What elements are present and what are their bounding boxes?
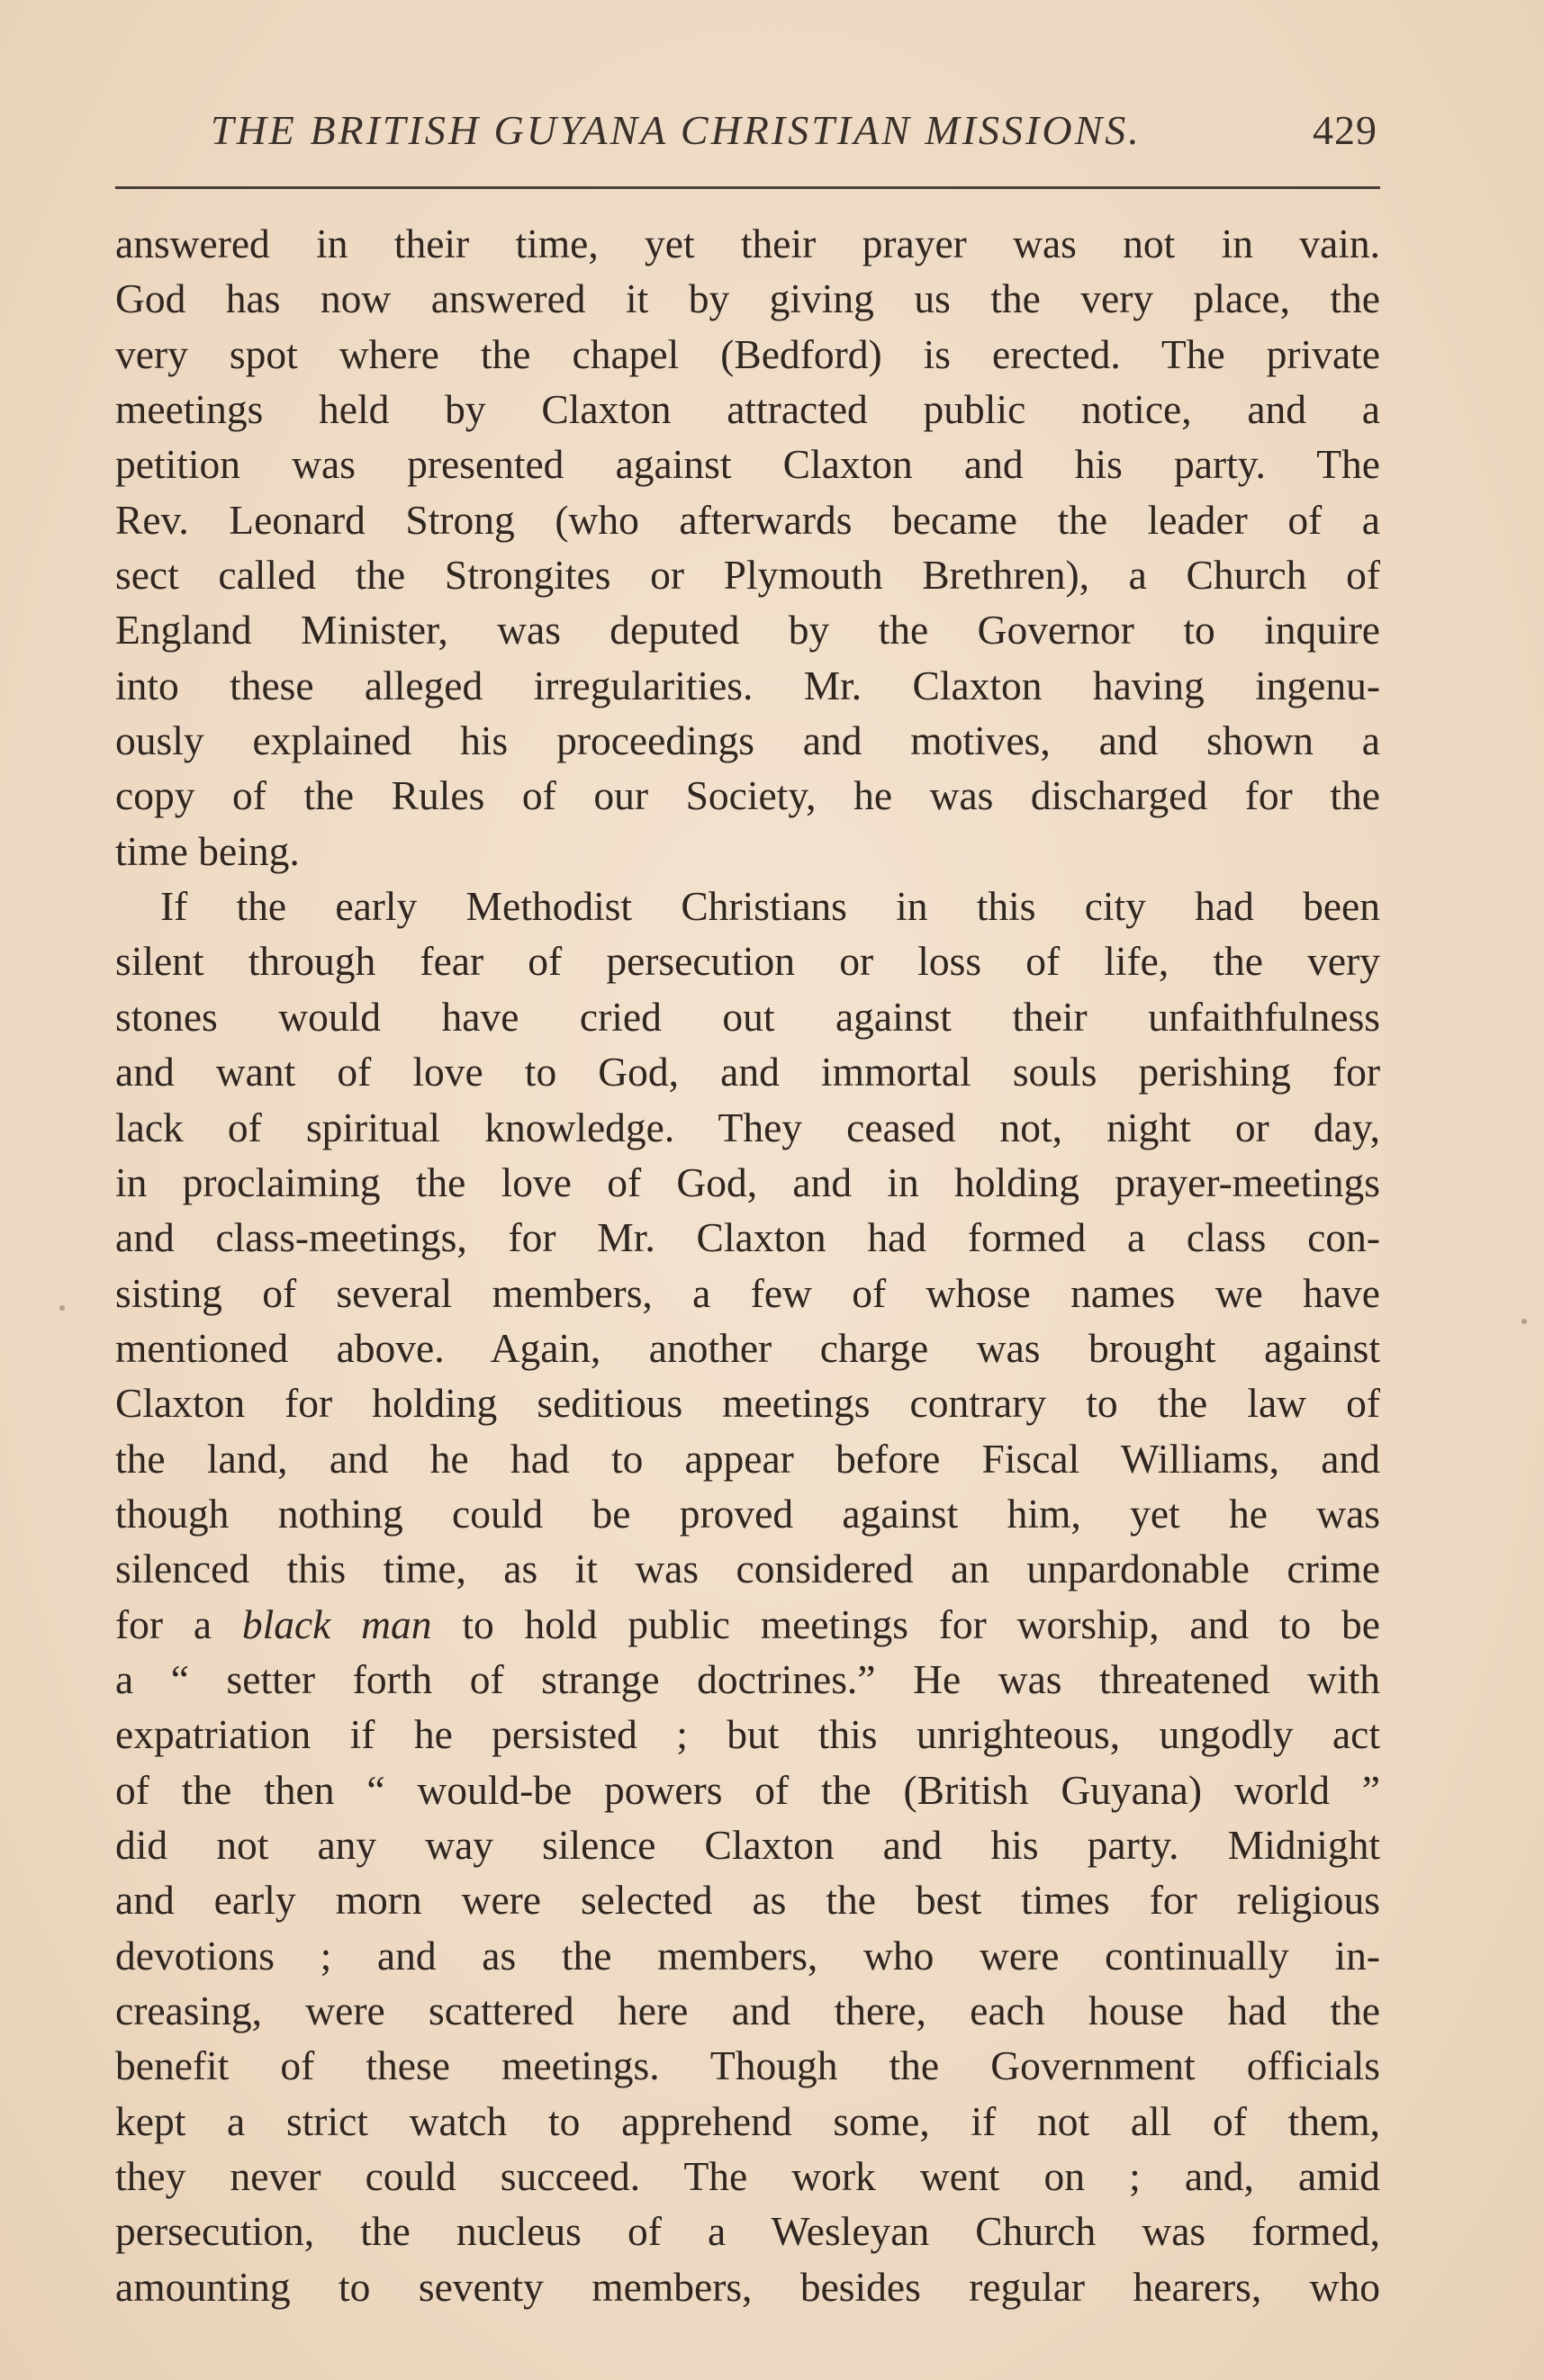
- text-line: time being.: [115, 827, 300, 874]
- paper-speck: [1521, 1319, 1527, 1324]
- running-header: [117, 106, 1377, 169]
- paper-speck: [59, 1305, 65, 1311]
- text-line: though nothing could be proved against him, yet he was: [115, 1490, 1380, 1537]
- text-line: a “ setter forth of strange doctrines.” He was threatened with: [115, 1655, 1380, 1702]
- text-line: ously explained his proceedings and motives, and shown a: [115, 717, 1380, 764]
- text-line: England Minister, was deputed by the Governor to inquire: [115, 607, 1380, 654]
- text-line: did not any way silence Claxton and his party. Midnight: [115, 1821, 1380, 1868]
- text-line: creasing, were scattered here and there, each house had the: [115, 1988, 1380, 2033]
- page-number: 429: [1313, 107, 1377, 153]
- header-rule: [115, 186, 1380, 189]
- text-line: sisting of several members, a few of whose names we have: [115, 1269, 1380, 1316]
- paragraph-2: [115, 879, 1380, 2314]
- text-line: in proclaiming the love of God, and in holding prayer-meetings: [115, 1158, 1380, 1205]
- text-line: petition was presented against Claxton and his party. The: [115, 441, 1380, 488]
- text-segment: for a: [115, 1600, 242, 1647]
- text-line: benefit of these meetings. Though the Government officials: [115, 2042, 1380, 2089]
- text-line: If the early Methodist Christians in this city had been: [160, 883, 1380, 930]
- text-line: expatriation if he persisted ; but this unrighteous, ungodly act: [115, 1711, 1380, 1758]
- text-line: silenced this time, as it was considered an unpardonable crime: [115, 1546, 1380, 1592]
- text-line: sect called the Strongites or Plymouth Brethren), a Church of: [115, 552, 1380, 599]
- text-line: mentioned above. Again, another charge was brought against: [115, 1324, 1380, 1371]
- paragraph-1: [115, 216, 1380, 879]
- text-line: into these alleged irregularities. Mr. Claxton having ingenu-: [115, 662, 1380, 708]
- text-segment: to hold public meetings for worship, and to be: [431, 1600, 1381, 1647]
- text-line: very spot where the chapel (Bedford) is erected. The private: [115, 330, 1380, 377]
- text-line: they never could succeed. The work went on ; and, amid: [115, 2153, 1380, 2200]
- text-line: silent through fear of persecution or loss of life, the very: [115, 938, 1380, 985]
- text-line: stones would have cried out against their unfaithfulness: [115, 993, 1380, 1040]
- text-line: the land, and he had to appear before Fiscal Williams, and: [115, 1435, 1380, 1482]
- running-title: THE BRITISH GUYANA CHRISTIAN MISSIONS.: [211, 107, 1142, 153]
- italic-phrase: black man: [241, 1600, 432, 1647]
- text-line: and want of love to God, and immortal souls perishing for: [115, 1049, 1380, 1095]
- text-line: of the then “ would-be powers of the (British Guyana) world ”: [115, 1766, 1380, 1813]
- text-line: amounting to seventy members, besides regular hearers, who: [115, 2263, 1380, 2310]
- text-line: meetings held by Claxton attracted public notice, and a: [115, 386, 1380, 433]
- body-text: [115, 216, 1380, 2314]
- text-line: and class-meetings, for Mr. Claxton had formed a class con-: [115, 1214, 1380, 1261]
- text-line: and early morn were selected as the best times for religious: [115, 1877, 1380, 1924]
- text-line: Claxton for holding seditious meetings contrary to the law of: [115, 1380, 1380, 1427]
- text-line: devotions ; and as the members, who were continually in-: [115, 1932, 1380, 1979]
- text-line: persecution, the nucleus of a Wesleyan Church was formed,: [115, 2208, 1380, 2255]
- text-line: kept a strict watch to apprehend some, if not all of them,: [115, 2097, 1380, 2144]
- text-line: lack of spiritual knowledge. They ceased not, night or day,: [115, 1104, 1380, 1150]
- text-line-with-italic: [115, 1597, 1380, 1652]
- text-line: answered in their time, yet their prayer was not in vain.: [115, 221, 1380, 266]
- text-line: copy of the Rules of our Society, he was discharged for the: [115, 772, 1380, 819]
- text-line: Rev. Leonard Strong (who afterwards became the leader of a: [115, 496, 1380, 543]
- text-line: God has now answered it by giving us the very place, the: [115, 275, 1380, 322]
